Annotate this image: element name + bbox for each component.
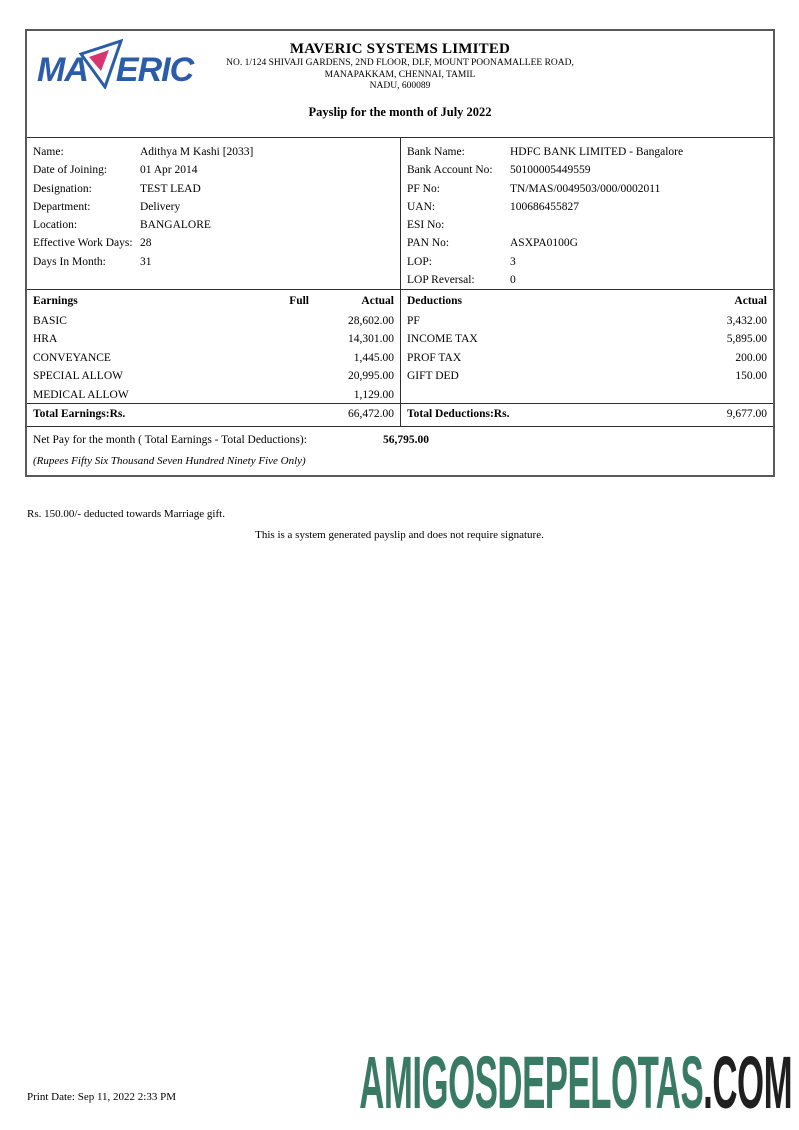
- earning-actual-amount: 20,995.00: [348, 370, 394, 383]
- deduction-row: [407, 312, 767, 330]
- earning-actual-amount: 28,602.00: [348, 315, 394, 327]
- earnings-header-actual: Actual: [361, 295, 394, 307]
- earning-full-amount: [239, 312, 309, 330]
- system-generated-note: This is a system generated payslip and does not require signature.: [255, 529, 544, 541]
- info-label: Designation:: [33, 182, 92, 195]
- earnings-row: [33, 330, 394, 348]
- info-value: HDFC BANK LIMITED - Bangalore: [510, 146, 684, 158]
- deduction-actual-amount: 150.00: [735, 370, 767, 383]
- info-row: [33, 180, 394, 198]
- info-value: TN/MAS/0049503/000/0002011: [510, 182, 661, 195]
- info-value: Adithya M Kashi [2033]: [140, 146, 254, 158]
- info-label: PF No:: [407, 182, 440, 195]
- gift-deduction-note: Rs. 150.00/- deducted towards Marriage gift.: [27, 508, 225, 520]
- deductions-header-actual: Actual: [734, 295, 767, 307]
- earning-actual-amount: 1,129.00: [353, 388, 394, 401]
- earnings-rows: [27, 310, 400, 403]
- earning-actual-amount: 1,445.00: [353, 351, 394, 364]
- earning-full-amount: [239, 386, 309, 404]
- info-row: [407, 271, 767, 289]
- info-row: [33, 143, 394, 161]
- deduction-name: PF: [407, 315, 420, 327]
- info-value: 0: [510, 274, 516, 287]
- info-value: 50100005449559: [510, 164, 591, 177]
- net-pay-label: Net Pay for the month ( Total Earnings - Total Deductions):: [33, 434, 307, 446]
- deductions-rows: [400, 310, 773, 403]
- earning-name: CONVEYANCE: [33, 351, 111, 364]
- info-row: [33, 198, 394, 216]
- info-value: 31: [140, 255, 152, 268]
- net-pay-section: [27, 427, 773, 475]
- info-label: Bank Account No:: [407, 164, 493, 177]
- site-watermark: [359, 1041, 792, 1124]
- info-value: Delivery: [140, 200, 181, 213]
- company-address-line-3: NADU, 600089: [369, 81, 431, 91]
- info-label: UAN:: [407, 200, 436, 213]
- company-address-line-1: NO. 1/124 SHIVAJI GARDENS, 2ND FLOOR, DLF, MOUNT POONAMALLEE ROAD,: [226, 58, 574, 68]
- deduction-row: [407, 330, 767, 348]
- info-row: [407, 253, 767, 271]
- deductions-header: [400, 290, 773, 310]
- maveric-logo: [37, 39, 193, 87]
- earning-name: HRA: [33, 333, 58, 346]
- info-label: Effective Work Days:: [33, 237, 133, 250]
- earnings-row: [33, 312, 394, 330]
- info-label: Department:: [33, 200, 91, 213]
- watermark-suffix-text: .COM: [703, 1041, 792, 1124]
- earnings-header: [27, 290, 400, 310]
- total-deductions: [400, 404, 773, 426]
- deduction-name: PROF TAX: [407, 351, 462, 364]
- info-value: BANGALORE: [140, 219, 211, 232]
- watermark-main-text: AMIGOSDEPELOTAS: [359, 1041, 704, 1124]
- payslip-container: [25, 29, 775, 477]
- earnings-deductions-header: [27, 289, 773, 310]
- company-address-line-2: MANAPAKKAM, CHENNAI, TAMIL: [324, 69, 476, 80]
- earning-full-amount: [239, 330, 309, 348]
- earning-name: BASIC: [33, 315, 67, 327]
- company-name: MAVERIC SYSTEMS LIMITED: [289, 41, 511, 57]
- employee-info-right-column: [400, 138, 773, 289]
- info-label: Location:: [33, 219, 78, 232]
- info-row: [407, 180, 767, 198]
- info-label: Days In Month:: [33, 255, 106, 268]
- total-earnings: [27, 404, 400, 426]
- info-label: PAN No:: [407, 237, 450, 250]
- info-row: [33, 234, 394, 252]
- info-value: 28: [140, 237, 152, 250]
- info-value: [510, 216, 767, 234]
- deduction-name: GIFT DED: [407, 370, 459, 383]
- info-row: [33, 161, 394, 179]
- info-value: ASXPA0100G: [510, 237, 578, 250]
- info-row: [33, 216, 394, 234]
- deduction-actual-amount: 5,895.00: [726, 333, 767, 346]
- total-earnings-value: 66,472.00: [348, 408, 394, 420]
- deductions-header-label: Deductions: [407, 295, 462, 307]
- info-label: Bank Name:: [407, 146, 465, 158]
- earnings-row: [33, 349, 394, 367]
- total-deductions-value: 9,677.00: [726, 408, 767, 420]
- earning-full-amount: [239, 367, 309, 385]
- payslip-title: Payslip for the month of July 2022: [308, 104, 492, 119]
- deduction-actual-amount: 200.00: [735, 351, 767, 364]
- earnings-deductions-body: [27, 310, 773, 403]
- info-value: 100686455827: [510, 200, 579, 213]
- employee-info-left-column: [27, 138, 400, 289]
- total-deductions-label: Total Deductions:Rs.: [407, 408, 510, 420]
- earnings-header-label: Earnings: [33, 295, 78, 307]
- earnings-row: [33, 386, 394, 404]
- deduction-actual-amount: 3,432.00: [726, 315, 767, 327]
- net-pay-in-words: (Rupees Fifty Six Thousand Seven Hundred Ninety Five Only): [33, 455, 306, 467]
- info-row: [407, 198, 767, 216]
- net-pay-line: [33, 434, 767, 446]
- deduction-row: [407, 367, 767, 385]
- earnings-header-full: Full: [289, 295, 309, 307]
- deduction-name: INCOME TAX: [407, 333, 478, 346]
- info-row: [33, 253, 394, 271]
- total-earnings-label: Total Earnings:Rs.: [33, 408, 126, 420]
- earning-name: MEDICAL ALLOW: [33, 388, 129, 401]
- logo-text-eric: ERIC: [115, 51, 194, 89]
- net-pay-amount: 56,795.00: [383, 434, 429, 446]
- info-row: [407, 216, 767, 234]
- earnings-row: [33, 367, 394, 385]
- info-label: LOP Reversal:: [407, 274, 475, 287]
- info-label: ESI No:: [407, 219, 445, 232]
- info-value: 3: [510, 255, 516, 268]
- earning-name: SPECIAL ALLOW: [33, 370, 123, 383]
- earning-full-amount: [239, 349, 309, 367]
- info-label: LOP:: [407, 255, 432, 268]
- print-date: Print Date: Sep 11, 2022 2:33 PM: [27, 1091, 177, 1103]
- info-row: [407, 161, 767, 179]
- deduction-row: [407, 349, 767, 367]
- logo-text-ma: MA: [37, 51, 88, 89]
- info-value: TEST LEAD: [140, 182, 201, 195]
- info-label: Name:: [33, 146, 64, 158]
- employee-info-section: [27, 137, 773, 289]
- info-label: Date of Joining:: [33, 164, 108, 177]
- info-row: [407, 143, 767, 161]
- payslip-header: [27, 31, 773, 137]
- earning-actual-amount: 14,301.00: [348, 333, 394, 346]
- info-value: 01 Apr 2014: [140, 164, 198, 177]
- info-row: [407, 234, 767, 252]
- totals-row: [27, 403, 773, 427]
